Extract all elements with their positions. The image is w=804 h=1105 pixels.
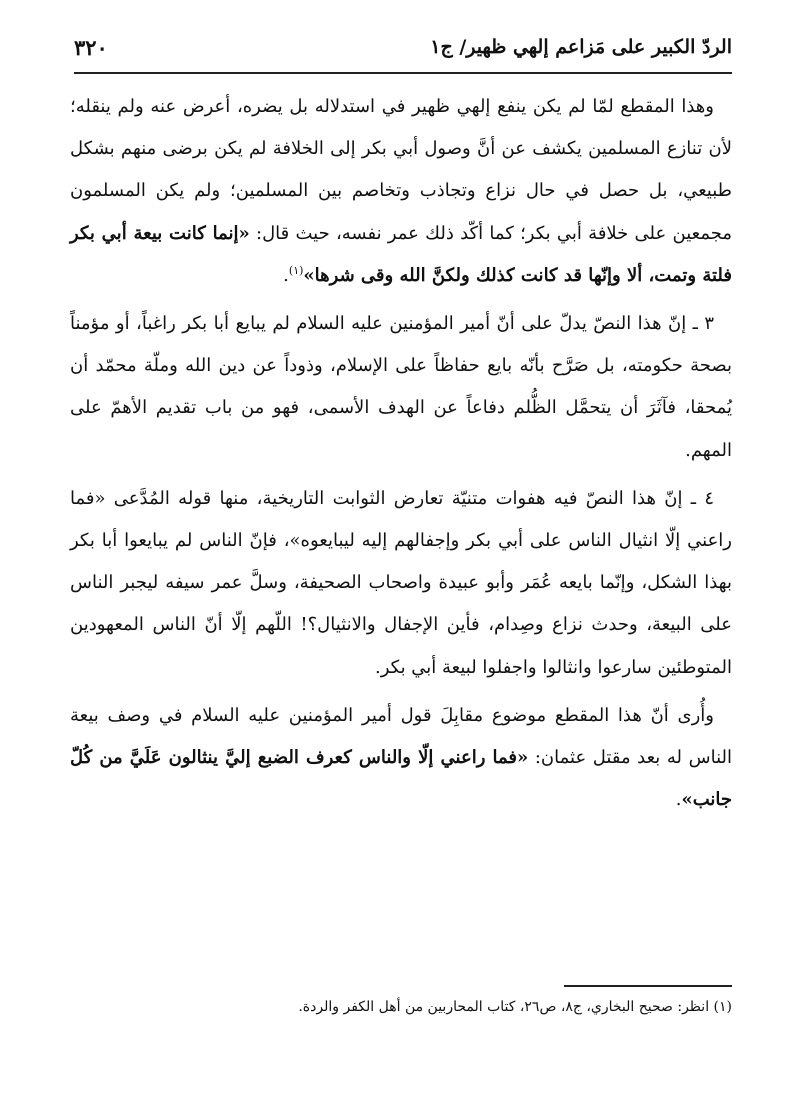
quote-bold: «إنما كانت بيعة أبي بكر فلتة وتمت، ألا وإنّها قد كانت كذلك ولكنَّ الله وقى شرها»: [70, 222, 732, 286]
footnote: (١) انظر: صحيح البخاري، ج٨، ص٢٦، كتاب المحاربين من أهل الكفر والردة.: [298, 999, 732, 1015]
paragraph-text: ٣ ـ إنّ هذا النصّ يدلّ على أنّ أمير المؤمنين عليه السلام لم يبايع أبا بكر راغباً، أو مؤمناً بصحة حكومته، بل صَرَّح بأنّه بايع حفاظاً على الإسلام، وذوداً عن دين الله وملّة محمّد أن يُمحقا، فآثَرَ أن يتحمَّل الظُّلم دفاعاً عن الهدف الأسمى، فهو من باب تقديم الأهمّ على المهم.: [70, 313, 732, 461]
paragraph-3: [70, 478, 732, 689]
quote-bold: «فما راعني إلّا والناس كعرف الضبع إليَّ ينثالون عَلَيَّ من كُلّ جانب»: [70, 747, 732, 811]
footnote-marker: (١): [288, 263, 304, 277]
paragraph-text: ٤ ـ إنّ هذا النصّ فيه هفوات متنيّة تعارض الثوابت التاريخية، منها قوله المُدَّعى «فما راعني إلّا انثيال الناس على أبي بكر وإجفالهم إليه ليبايعوه»، فإنّ الناس لم يبايعوا أبا بكر بهذا الشكل، وإنّما بايعه عُمَر وأبو عبيدة واصحاب الصحيفة، وسلَّ عمر سيفه ليجبر الناس على البيعة، وحدث نزاع وصِدام، فأين الإجفال والانثيال؟! اللّهم إلّا أنّ الناس المعهودين المتوطئين سارعوا وانثالوا واجفلوا لبيعة أبي بكر.: [70, 487, 732, 678]
page-number: ٣٢٠: [74, 34, 108, 60]
footnote-divider: [564, 985, 732, 987]
paragraph-text: وهذا المقطع لمّا لم يكن ينفع إلهي ظهير في استدلاله بل يضره، أعرض عنه ولم ينقله؛ لأن تنازع المسلمين يكشف عن أنَّ وصول أبي بكر إلى الخلافة لم يكن برضى منهم بشكل طبيعي، بل حصل في حال نزاع وتجاذب وتخاصم بين المسلمين؛ ولم يكن المسلمون مجمعين على خلافة أبي بكر؛ كما أكّد ذلك عمر نفسه، حيث قال:: [70, 96, 732, 244]
paragraph-4: [70, 695, 732, 822]
paragraph-text: وأُرى أنّ هذا المقطع موضوع مقابِلَ قول أمير المؤمنين عليه السلام في وصف بيعة الناس له بعد مقتل عثمان:: [70, 704, 732, 769]
paragraph-1: [70, 86, 732, 297]
page-header: [74, 22, 732, 74]
paragraph-end: .: [283, 264, 289, 286]
paragraph-end: .: [675, 789, 682, 811]
paragraph-2: [70, 303, 732, 472]
running-title: الردّ الكبير على مَزاعم إلهي ظهير/ ج١: [430, 36, 732, 58]
page-body: [70, 86, 732, 827]
